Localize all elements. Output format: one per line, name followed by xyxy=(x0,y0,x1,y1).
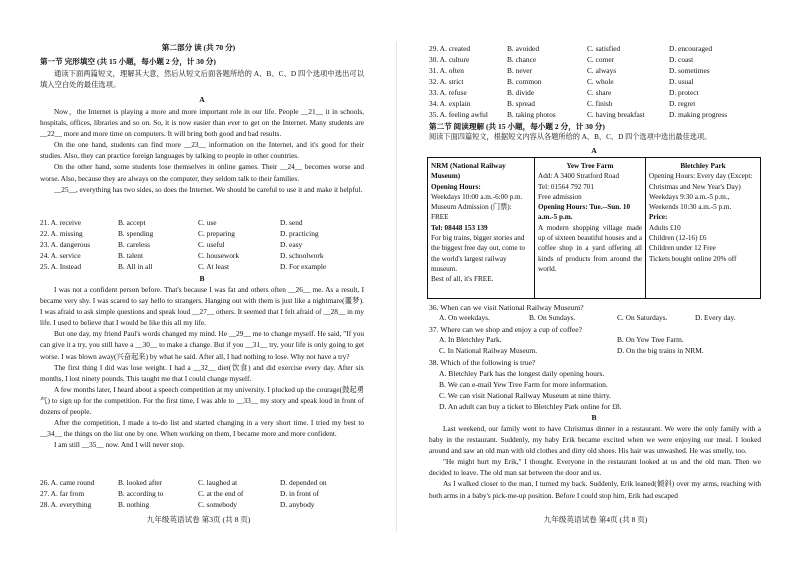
question-option: C. We can visit National Railway Museum at nine thirty. xyxy=(439,391,611,400)
section1-title: 第一节 完形填空 (共 15 小题，每小题 2 分，计 30 分) xyxy=(40,57,216,66)
option-row: 29. A. created B. avoided C. satisfied D. encouraged xyxy=(429,44,713,53)
question-36: 36. When can we visit National Railway Museum? xyxy=(429,303,584,312)
passage-b-label: B xyxy=(199,274,205,283)
option-row: 21. A. receive B. accept C. use D. send xyxy=(40,218,303,227)
option-row: 34. A. explain B. spread C. finish D. regret xyxy=(429,99,696,108)
passage-b-label: B xyxy=(591,413,597,422)
attractions-info-box xyxy=(427,157,761,299)
option-row: 31. A. often B. never C. always D. sometimes xyxy=(429,66,710,75)
passage-a-label: A xyxy=(591,146,597,155)
passage-b xyxy=(40,284,364,450)
section2-instructions: 阅读下面四篇短文，根据短文内容从各题所给的 A、B、C、D 四个选项中选出最佳选项。 xyxy=(429,133,712,141)
paragraph: The first thing I did was lose weight. I had a __32__ diet(饮食) and did exercise every day. After six months, I lost ninety pounds. This taught me that I could change myself. xyxy=(40,362,364,383)
question-option: B. We can e-mail Yew Tree Farm for more information. xyxy=(439,380,608,389)
page-footer: 九年级英语试卷 第3页 (共 8 页) xyxy=(146,515,251,524)
paragraph: On the one hand, students can find more __23__ information on the Internet, and it's good for their studies. Also, they can practice foreign languages by talking to people in other countries. xyxy=(40,140,364,161)
option-row: 25. A. Instead B. All in all C. At least D. For example xyxy=(40,262,327,271)
paragraph: I am still __35__ now. And I will never stop. xyxy=(54,440,185,450)
passage-a-label: A xyxy=(199,95,205,104)
paragraph: As I walked closer to the man, I turned my back. Suddenly, Erik leaned(倾斜) over my arms, reaching with both arms in a baby's pick-me-up position. Before I could stop him, Erik had escaped xyxy=(429,479,761,500)
paragraph: Last weekend, our family went to have Christmas dinner in a restaurant. We were the only family with a baby in the restaurant. Suddenly, my baby Erik became excited when we were enjoying our meal. I looked around and saw an old man with old clothes and dirty old shoes. His hair was unwashed. He was smelly, too. xyxy=(429,424,761,456)
yew-tree-farm-column: Yew Tree Farm Add: A 3400 Stratford Road Tel: 01564 792 701 Free admission Opening Hours: Tue.--Sun. 10 a.m.-5 p.m. A modern shopping village made up of sixteen beautiful houses and a coffee shop in a yard offering all kinds of products from around the world. xyxy=(535,158,646,298)
page-4 xyxy=(397,0,794,561)
section1-instructions: 通读下面两篇短文，理解其大意，然后从短文后面各题所给的 A、B、C、D 四个选项中选出可以填入空白处的最佳选项。 xyxy=(40,69,364,90)
option-row: 32. A. strict B. common C. whole D. usual xyxy=(429,77,694,86)
paragraph: Now，the Internet is playing a more and more important role in our life. People __21__ it in schools, hospitals, offices, libraries and so on. So, it is now easier than ever to get on the Internet. Many students are __22__ more and more time on computers. It will bring both good and bad results. xyxy=(40,107,364,139)
bletchley-park-column: Bletchley Park Opening Hours: Every day (Except: Christmas and New Year's Day) Weekdays 9:30 a.m.-5 p.m., Weekends 10:30 a.m.-5 p.m. Price: Adults £10 Children (12-16) £6 Children under 12 Free Tickets bought online 20% off xyxy=(649,162,753,263)
paragraph: "He might hurt my Erik," I thought. Everyone in the restaurant looked at us and the old man. Then we decided to leave. The old man sat between the door and us. xyxy=(429,457,761,478)
question-options: C. In National Railway Museum. D. On the big trains in NRM. xyxy=(439,346,704,355)
passage-b xyxy=(429,423,761,501)
option-row: 28. A. everything B. nothing C. somebody D. anybody xyxy=(40,500,315,509)
option-row: 26. A. came round B. looked after C. laughed at D. depended on xyxy=(40,478,327,487)
paragraph: On the other hand, some students lose themselves in online games. Their __24__ becomes worse and worse. Also, because they are always on the computer, they seldom talk to their families. xyxy=(40,162,364,183)
question-options: A. On weekdays. B. On Sundays. C. On Saturdays. D. Every day. xyxy=(439,313,736,322)
paragraph: But one day, my friend Paul's words changed my mind. He __29__ me to change myself. He said, "If you can give it a try, you still have a __30__ to make a change. But if you __31__ try, your life is only going to get worse. I was blown away(兴奋起来) by what he said. After all, I had nothing to lose. Why not have a try? xyxy=(40,329,364,361)
question-option: D. An adult can buy a ticket to Bletchley Park online for £8. xyxy=(439,402,622,411)
page-footer: 九年级英语试卷 第4页 (共 8 页) xyxy=(543,515,648,524)
question-37: 37. Where can we shop and enjoy a cup of coffee? xyxy=(429,325,583,334)
option-row: 22. A. missing B. spending C. preparing D. practicing xyxy=(40,229,319,238)
paragraph: I was not a confident person before. That's because I was fat and others often __26__ me. As a result, I became very shy. I was scared to say hello to strangers. Hanging out with them is just like a nightmare(噩梦). I was afraid to ask simple questions and speak loud __27__ others. It seemed that I felt afraid of __28__ in my life. I used to believe that I would be like this all my life. xyxy=(40,285,364,328)
option-row: 23. A. dangerous B. careless C. useful D. easy xyxy=(40,240,303,249)
passage-a xyxy=(40,106,364,195)
section2-title: 第二节 阅读理解 (共 15 小题，每小题 2 分，计 30 分) xyxy=(429,122,605,131)
question-38: 38. Which of the following is true? xyxy=(429,358,536,367)
option-row: 24. A. service B. talent C. housework D. schoolwork xyxy=(40,251,324,260)
question-option: A. Bletchley Park has the longest daily opening hours. xyxy=(439,369,605,378)
nrm-column: NRM (National Railway Museum) Opening Hours: Weekdays 10:00 a.m.-6:00 p.m. Museum Admission (门票): FREE Tel: 08448 153 139 For big trains, bigger stories and the biggest free day out, come to the world's largest railway museum. Best of all, it's FREE. xyxy=(428,158,535,298)
option-row: 30. A. culture B. chance C. comer D. coast xyxy=(429,55,694,64)
option-row: 33. A. refuse B. divide C. share D. protect xyxy=(429,88,699,97)
option-row: 35. A. feeling awful B. taking photos C. having breakfast D. making progress xyxy=(429,110,728,119)
option-row: 27. A. far from B. according to C. at the end of D. in front of xyxy=(40,489,319,498)
paragraph: A few months later, I heard about a speech competition at my university. I plucked up the courage(鼓起勇气) to sign up for the competition. For the first time, I was able to __33__ my story and speak loud in front of dozens of people. xyxy=(40,384,364,417)
paragraph: After the competition, I made a to-do list and started changing in a very short time. I tried my best to __34__ the things on the list one by one. When working on them, I became more and more confident. xyxy=(40,418,364,439)
question-options: A. In Bletchley Park. B. On Yew Tree Farm. xyxy=(439,335,684,344)
paragraph: __25__, everything has two sides, so does the Internet. We should be careful to use it and make it helpful. xyxy=(54,184,363,194)
part-title: 第二部分 读 (共 70 分) xyxy=(161,43,236,52)
